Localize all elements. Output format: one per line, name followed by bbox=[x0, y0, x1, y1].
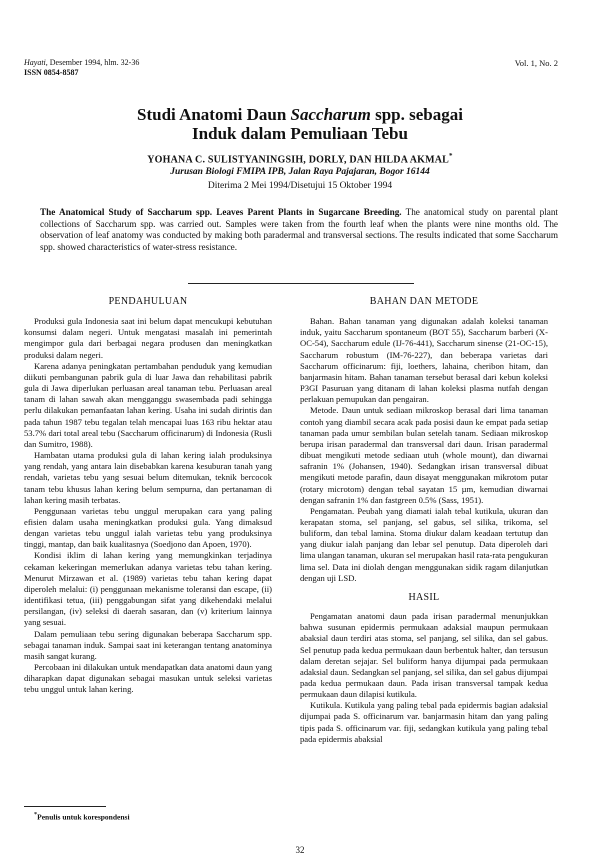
section-heading-pendahuluan: PENDAHULUAN bbox=[108, 296, 188, 307]
affiliation: Jurusan Biologi FMIPA IPB, Jalan Raya Pajajaran, Bogor 16144 bbox=[170, 167, 430, 177]
issn: ISSN 0854-8587 bbox=[24, 68, 79, 77]
paragraph: Karena adanya peningkatan pertambahan penduduk yang kemudian diikuti pembangunan pabrik gula di luar Jawa dan rehabilitasi pabrik gula di Jawa diperlukan perluasan areal tanaman tebu. Perluasan areal tanam di lahan sawah akan mengganggu swasembada padi sehingga perlu dilakukan pemanfaatan lahan kering. Usaha ini sudah dirintis dan pada tahun 1987 tebu tegalan telah mencapai luas 163 ribu hektar atau 53.7% dari total areal tebu (Saccharum officinarum) di Indonesia (Rusli dan Sumitro, 1988). bbox=[24, 360, 272, 449]
abstract bbox=[40, 207, 558, 253]
paragraph: Kutikula. Kutikula yang paling tebal pada epidermis bagian adaksial dijumpai pada S. officinarum var. banjarmasin hitam dan yang paling tipis pada S. officinarum var. fiji, sedangkan kutikula yang paling tebal pada epidermis abaksial bbox=[300, 700, 548, 744]
paragraph: Percobaan ini dilakukan untuk mendapatkan data anatomi daun yang diharapkan dapat digunakan sebagai masukan untuk seleksi varietas tebu unggul untuk lahan kering. bbox=[24, 662, 272, 695]
received-dates: Diterima 2 Mei 1994/Disetujui 15 Oktober 1994 bbox=[207, 181, 393, 191]
paper-title bbox=[40, 105, 560, 143]
section-heading-hasil: HASIL bbox=[408, 591, 440, 603]
left-column bbox=[24, 296, 272, 695]
volume-label: Vol. 1, No. 2 bbox=[514, 58, 558, 68]
page-number: 32 bbox=[295, 845, 305, 855]
paragraph: Dalam pemuliaan tebu sering digunakan beberapa Saccharum spp. sebagai tanaman induk. Sampai saat ini keterangan tentang anatominya masih sangat kurang. bbox=[24, 628, 272, 661]
paragraph: Pengamatan anatomi daun pada irisan paradermal menunjukkan bahwa susunan epidermis permukaan adaksial maupun permukaan abaksial daun terdiri atas stoma, sel panjang, sel silika, dan sel gabus. Sel penutup pada kedua permukaan daun berbentuk halter, dan tersusun dalam deretan sejajar. Sel buliform hanya dijumpai pada permukaan adaksial daun. Sedangkan sel panjang, sel silika, dan sel gabus dijumpai pada kedua permukaan daun. Pada irisan transversal tampak kedua permukaan daun dilapisi kutikula. bbox=[300, 611, 548, 700]
paragraph: Pengamatan. Peubah yang diamati ialah tebal kutikula, ukuran dan kerapatan stoma, sel panjang, sel gabus, sel silika, trikoma, sel buliform, dan tebal lamina. Stoma diukur dalam keadaan tertutup dan yang diukur ialah panjang dan lebar sel penutup. Data diperoleh dari lima ulangan tanaman, ukuran sel merupakan hasil rata-rata pengukuran lima sel. Data ini diolah dengan menggunakan sidik ragam dilanjutkan dengan uji LSD. bbox=[300, 505, 548, 583]
journal-header bbox=[24, 58, 139, 78]
divider bbox=[188, 283, 414, 284]
journal-name: Hayati bbox=[24, 58, 46, 67]
footnote-mark: * bbox=[34, 811, 38, 818]
abstract-body: The anatomical study on parental plant collections of Saccharum spp. was carried out. Samples were taken from the fourth leaf when the plants were nine months old. The observation of leaf anatomy was conducted by making both paradermal and transversal sections. The results indicated that some Saccharum spp. showed characteristics of water-stress resistance. bbox=[40, 207, 558, 252]
title-part: Studi Anatomi Daun bbox=[137, 105, 291, 124]
right-column bbox=[300, 296, 548, 745]
author-mark: * bbox=[449, 152, 453, 160]
paragraph: Hambatan utama produksi gula di lahan kering ialah produksinya yang rendah, yang antara lain disebabkan karena kesuburan tanah yang rendah, varietas tebu yang sesuai belum ditemukan, teknik bercocok tanam tebu khusus lahan kering belum sempurna, dan pertanaman di lahan kering masih terbatas. bbox=[24, 450, 272, 505]
paragraph: Penggunaan varietas tebu unggul merupakan cara yang paling efisien dalam usaha meningkatkan produksi gula. Yang dimaksud dengan varietas tebu unggul ialah varietas tebu yang produksinya tinggi, mantap, dan baik kualitasnya (Soedjono dan Apoen, 1970). bbox=[24, 505, 272, 550]
footnote-text: Penulis untuk korespondensi bbox=[37, 812, 130, 822]
paragraph: Kondisi iklim di lahan kering yang memungkinkan terjadinya cekaman kekeringan memerlukan adanya varietas tebu tahan kering. Menurut Mirzawan et al. (1989) varietas tebu tahan kering dapat diperoleh melalui: (i) penggunaan mekanisme toleransi dan escape, (ii) identifikasi tetua, (iii) penggabungan sifat yang dikehendaki melalui persilangan, (iv) seleksi di daerah sasaran, dan (v) kriterium lainnya yang sesuai. bbox=[24, 550, 272, 628]
section-heading-bahan-metode: BAHAN DAN METODE bbox=[369, 296, 479, 307]
journal-issue: , Desember 1994, hlm. 32-36 bbox=[45, 58, 140, 67]
paragraph: Metode. Daun untuk sediaan mikroskop berasal dari lima tanaman contoh yang diambil secara acak pada posisi daun ke empat pada setiap tanaman pada umur sembilan bulan setelah tanam. Sediaan mikroskop berupa irisan paradermal dan transversal dari daun. Irisan paradermal dibuat mengikuti metode sediaan utuh (whole mount), dan diwarnai safranin 1% (Johansen, 1940). Sedangkan irisan transversal dibuat mengikuti metode parafin, daun disayat menggunakan mikrotom putar (rotary microtom) dengan tebal sayatan 15 µm, kemudian diwarnai dengan safranin 1% dan fastgreen 0.5% (Sass, 1951). bbox=[300, 405, 548, 505]
title-line-2: Induk dalam Pemuliaan Tebu bbox=[192, 124, 408, 143]
authors-text: YOHANA C. SULISTYANINGSIH, DORLY, DAN HILDA AKMAL bbox=[147, 154, 450, 166]
title-genus: Saccharum bbox=[290, 105, 371, 124]
author-list bbox=[40, 152, 560, 165]
footnote-rule bbox=[24, 806, 106, 807]
footnote bbox=[34, 811, 130, 822]
paragraph: Bahan. Bahan tanaman yang digunakan adalah koleksi tanaman induk, yaitu Saccharum spontaneum (BOT 55), Saccharum barberi (X-OC-54), Saccharum edule (IJ-76-441), Saccharum sinense (21-OC-15), Saccharum robustum (IM-76-227), dan beberapa varietas dari Saccharum officinarum: fiji, loethers, lahaina, cheribon hitam, dan banjarmasin hitam. Bahan tanaman tersebut berasal dari kebun koleksi P3GI Pasuruan yang ditanam di lahan koleksi plasma nutfah dengan perlakuan pemupukan dan pengairan. bbox=[300, 316, 548, 405]
title-part: spp. sebagai bbox=[370, 105, 463, 124]
abstract-title: The Anatomical Study of Saccharum spp. Leaves Parent Plants in Sugarcane Breeding. bbox=[40, 207, 402, 217]
paragraph: Produksi gula Indonesia saat ini belum dapat mencukupi kebutuhan konsumsi dalam negeri. Untuk mengatasi masalah ini pemerintah mengimpor gula dari berbagai negara produsen dan meningkatkan produksi dalam negeri. bbox=[24, 316, 272, 360]
